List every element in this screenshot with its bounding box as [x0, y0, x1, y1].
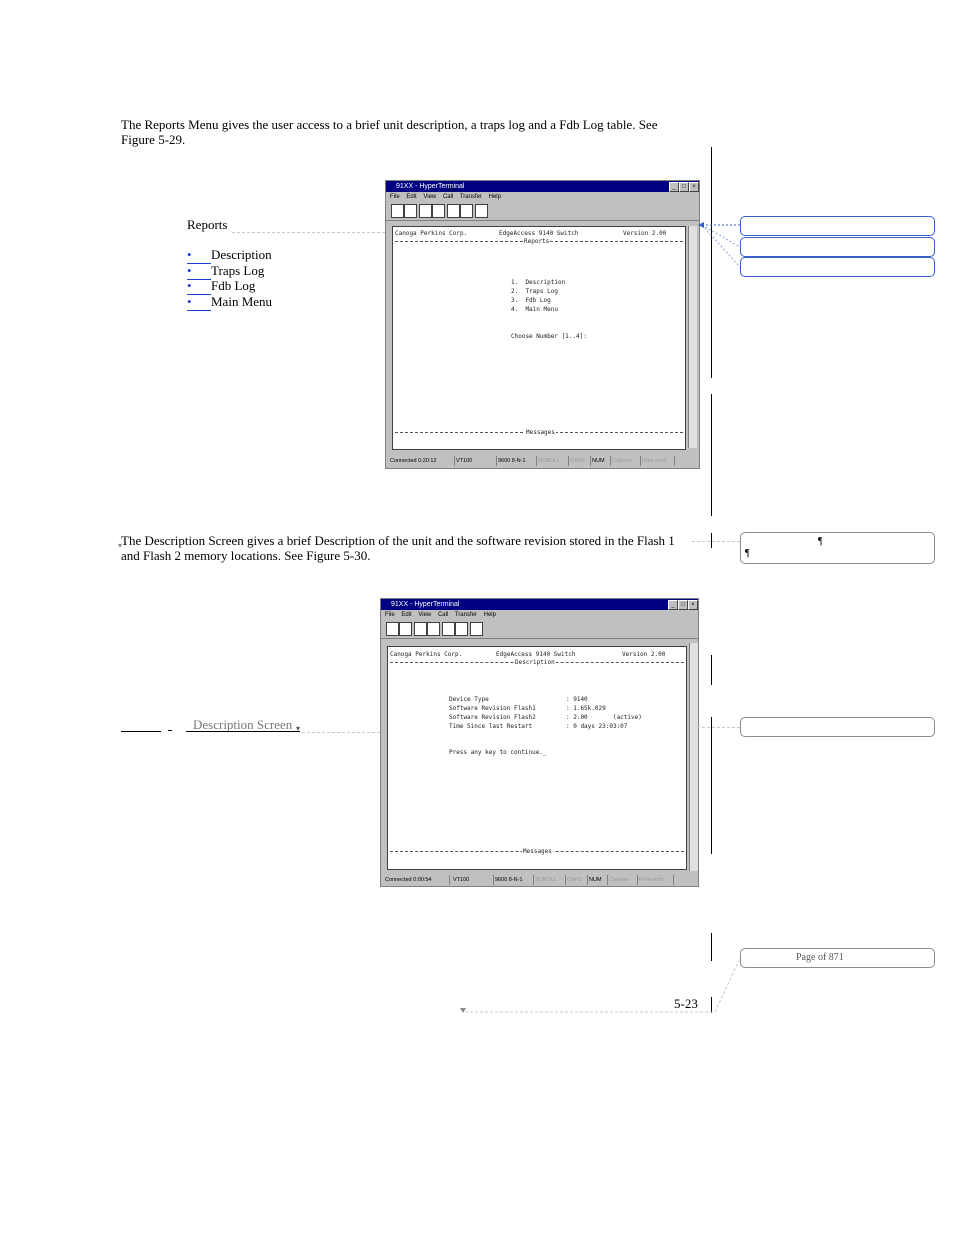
disconnect-icon[interactable]: [427, 622, 440, 636]
bullet-item-traps-log: [187, 263, 264, 279]
margin-comment-box[interactable]: [740, 237, 935, 257]
description-row-value: : 9140: [566, 696, 588, 703]
window-titlebar: [386, 181, 699, 192]
change-bar: [711, 533, 712, 548]
menu-view[interactable]: View: [423, 194, 437, 200]
hyperterminal-window-description: [380, 598, 699, 887]
status-connected: Connected 0:00:54: [383, 875, 450, 885]
status-print-echo: Print echo: [637, 875, 674, 885]
description-row-value: : 0 days 23:03:07: [566, 723, 628, 730]
vertical-scrollbar[interactable]: [689, 643, 698, 871]
status-emulation: VT100: [451, 875, 494, 885]
page-count-note[interactable]: [740, 948, 935, 968]
status-caps: CAPS: [568, 456, 591, 466]
menu-edit[interactable]: Edit: [401, 612, 412, 618]
terminal-messages-label: Messages: [526, 429, 555, 436]
terminal-option-2: 2. Traps Log: [511, 288, 558, 295]
menu-help[interactable]: Help: [488, 194, 501, 200]
open-icon[interactable]: [399, 622, 412, 636]
maximize-button[interactable]: □: [679, 182, 689, 192]
maximize-button[interactable]: □: [678, 600, 688, 610]
menu-transfer[interactable]: Transfer: [454, 612, 477, 618]
receive-icon[interactable]: [460, 204, 473, 218]
pilcrow-mark: ¶: [818, 536, 823, 547]
margin-comment-box-formatting[interactable]: [740, 532, 935, 564]
window-menubar: [386, 192, 699, 202]
bullet-label: Main Menu: [211, 294, 273, 309]
menu-help[interactable]: Help: [483, 612, 496, 618]
description-row-label: Device Type: [449, 696, 489, 703]
menu-file[interactable]: File: [385, 612, 395, 618]
send-icon[interactable]: [442, 622, 455, 636]
send-icon[interactable]: [447, 204, 460, 218]
section1-paragraph: [121, 117, 721, 147]
pilcrow-mark: ¶: [745, 548, 750, 559]
status-caps: CAPS: [565, 875, 588, 885]
margin-comment-box[interactable]: [740, 717, 935, 737]
change-bar: [711, 717, 712, 854]
properties-icon[interactable]: [475, 204, 488, 218]
menu-transfer[interactable]: Transfer: [459, 194, 482, 200]
status-num: NUM: [590, 456, 611, 466]
terminal-header-mid: EdgeAccess 9140 Switch: [496, 651, 576, 658]
status-print-echo: Print echo: [640, 456, 675, 466]
new-icon[interactable]: [391, 204, 404, 218]
change-bar: [711, 394, 712, 516]
section1-paragraph-line1: The Reports Menu gives the user access to a brief unit description, a traps log and a Fdb Log table. See: [121, 117, 658, 132]
properties-icon[interactable]: [470, 622, 483, 636]
terminal-screen-title: Description: [515, 659, 555, 666]
section1-paragraph-line2: Figure 5-29.: [121, 132, 186, 147]
menu-view[interactable]: View: [418, 612, 432, 618]
terminal-header-left: Canoga Perkins Corp.: [395, 230, 468, 237]
bullet-item-main-menu: [187, 294, 272, 310]
bullet-icon: •: [187, 278, 211, 295]
terminal-header-mid: EdgeAccess 9140 Switch: [499, 230, 579, 237]
status-emulation: VT100: [454, 456, 497, 466]
description-screen-label: Description Screen: [193, 717, 293, 732]
bullet-item-fdb-log: [187, 278, 255, 294]
section2-leader-line: [692, 541, 740, 542]
close-button[interactable]: ×: [688, 600, 698, 610]
insertion-marker-icon: ▾: [118, 541, 123, 550]
minimize-button[interactable]: _: [669, 182, 679, 192]
change-bar: [711, 655, 712, 685]
status-scroll: SCROLL: [533, 875, 566, 885]
description-screen-underline-left: [121, 731, 161, 732]
bullet-label: Traps Log: [211, 263, 265, 278]
bullet-label: Description: [211, 247, 272, 262]
terminal-prompt: Press any key to continue._: [449, 749, 547, 756]
bullet-label: Fdb Log: [211, 278, 256, 293]
reports-leader-line: [232, 232, 385, 233]
minimize-button[interactable]: _: [668, 600, 678, 610]
status-settings: 9600 8-N-1: [496, 456, 537, 466]
status-scroll: SCROLL: [536, 456, 569, 466]
description-leader-line: [302, 732, 380, 733]
close-button[interactable]: ×: [689, 182, 699, 192]
bullet-icon: •: [187, 294, 211, 311]
disconnect-icon[interactable]: [432, 204, 445, 218]
status-num: NUM: [587, 875, 608, 885]
window-title: 91XX - HyperTerminal: [391, 601, 460, 608]
section2-paragraph-line2: and Flash 2 memory locations. See Figure 5-30.: [121, 548, 371, 563]
margin-comment-box[interactable]: [740, 257, 935, 277]
bullet-icon: •: [187, 263, 211, 280]
status-bar: [383, 875, 696, 885]
reports-menu-title: Reports: [187, 217, 228, 232]
section2-paragraph: [121, 533, 721, 563]
description-row-value: : 1.65k.029: [566, 705, 606, 712]
description-row-label: Software Revision Flash2: [449, 714, 536, 721]
description-row-label: Time Since last Restart: [449, 723, 533, 730]
status-settings: 9600 8-N-1: [493, 875, 534, 885]
description-row-value: : 2.00 (active): [566, 714, 642, 721]
connect-icon[interactable]: [419, 204, 432, 218]
bullet-item-description: [187, 247, 272, 263]
status-connected: Connected 0:20:12: [388, 456, 455, 466]
hyperterminal-window-reports: [385, 180, 700, 469]
menu-file[interactable]: File: [390, 194, 400, 200]
status-bar: [388, 456, 697, 466]
menu-call[interactable]: Call: [442, 194, 454, 200]
terminal-option-4: 4. Main Menu: [511, 306, 558, 313]
window-menubar: [381, 610, 698, 620]
insertion-marker-icon: [168, 730, 172, 731]
margin-comment-box[interactable]: [740, 216, 935, 236]
terminal-header-left: Canoga Perkins Corp.: [390, 651, 463, 658]
terminal-header-right: Version 2.00: [622, 651, 666, 658]
new-icon[interactable]: [386, 622, 399, 636]
bullet-icon: •: [187, 247, 211, 264]
terminal-prompt: Choose Number [1..4]:: [511, 333, 587, 340]
window-title: 91XX - HyperTerminal: [396, 183, 465, 190]
description-row-label: Software Revision Flash1: [449, 705, 536, 712]
footer-connector-lines: [455, 955, 745, 1017]
window-titlebar: [381, 599, 698, 610]
insertion-marker-icon: ▾: [296, 724, 301, 733]
receive-icon[interactable]: [455, 622, 468, 636]
section2-paragraph-line1: The Description Screen gives a brief Description of the unit and the software revision stored in the Flash 1: [121, 533, 675, 548]
terminal-screen-title: Reports: [524, 238, 550, 245]
connect-icon[interactable]: [414, 622, 427, 636]
page-count-text: Page of 871: [796, 952, 844, 963]
terminal-option-1: 1. Description: [511, 279, 566, 286]
margin-leader-line: [697, 727, 740, 728]
terminal-screen[interactable]: [387, 646, 687, 870]
menu-call[interactable]: Call: [437, 612, 449, 618]
status-capture: Capture: [607, 875, 638, 885]
terminal-option-3: 3. Fdb Log: [511, 297, 551, 304]
terminal-header-right: Version 2.00: [623, 230, 667, 237]
window-toolbar: [386, 202, 699, 221]
terminal-messages-label: Messages: [523, 848, 552, 855]
terminal-screen[interactable]: [392, 226, 686, 450]
window-toolbar: [381, 620, 698, 639]
open-icon[interactable]: [404, 204, 417, 218]
status-capture: Capture: [610, 456, 641, 466]
page-number: 5-23: [674, 996, 698, 1011]
menu-edit[interactable]: Edit: [406, 194, 417, 200]
description-screen-underline: [186, 731, 300, 732]
